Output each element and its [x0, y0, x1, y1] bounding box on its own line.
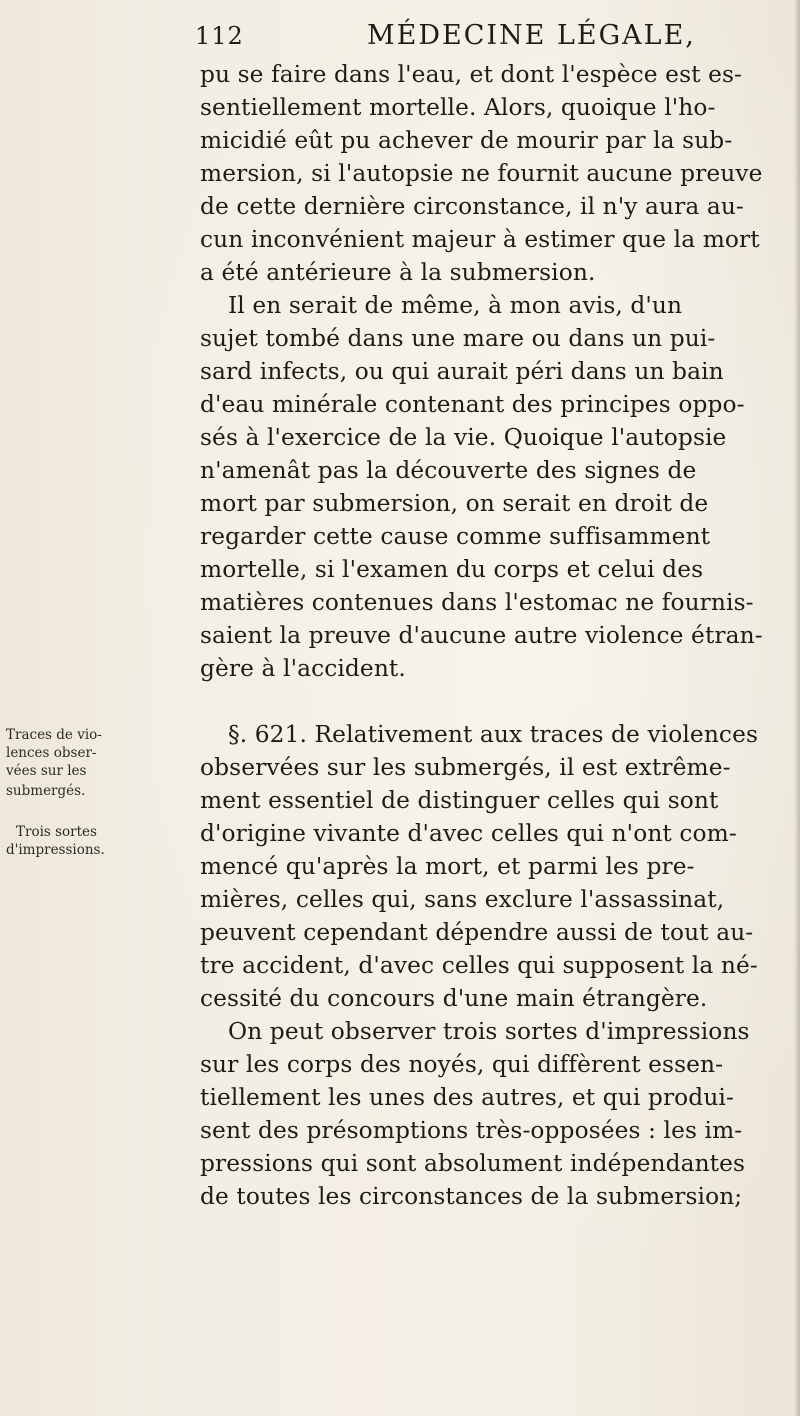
margin-note-line: Trois sortes: [16, 824, 97, 840]
text-line: d'eau minérale contenant des principes oppo-: [200, 391, 745, 418]
text-line: sur les corps des noyés, qui diffèrent essen-: [200, 1051, 724, 1078]
text-line: de toutes les circonstances de la submersion;: [200, 1183, 743, 1210]
text-line: peuvent cependant dépendre aussi de tout au-: [200, 919, 754, 946]
text-line: sés à l'exercice de la vie. Quoique l'autopsie: [200, 424, 727, 451]
text-line: cun inconvénient majeur à estimer que la mort: [200, 226, 760, 253]
running-head: MÉDECINE LÉGALE,: [367, 20, 696, 51]
text-line: d'origine vivante d'avec celles qui n'ont com-: [200, 820, 737, 847]
text-line: n'amenât pas la découverte des signes de: [200, 457, 697, 484]
text-line: pressions qui sont absolument indépendantes: [200, 1150, 746, 1177]
text-line: sent des présomptions très-opposées : les im-: [200, 1117, 743, 1144]
text-line: mort par submersion, on serait en droit de: [200, 490, 709, 517]
text-line: mersion, si l'autopsie ne fournit aucune preuve: [200, 160, 763, 187]
text-line: sard infects, ou qui aurait péri dans un bain: [200, 358, 724, 385]
text-line: gère à l'accident.: [200, 655, 406, 682]
text-line: micidié eût pu achever de mourir par la sub-: [200, 127, 733, 154]
text-line: tiellement les unes des autres, et qui produi-: [200, 1084, 734, 1111]
text-line: saient la preuve d'aucune autre violence étran-: [200, 622, 763, 649]
text-line: mencé qu'après la mort, et parmi les pre-: [200, 853, 695, 880]
text-line: On peut observer trois sortes d'impressions: [228, 1018, 750, 1045]
text-line: sentiellement mortelle. Alors, quoique l'ho-: [200, 94, 716, 121]
text-line: matières contenues dans l'estomac ne fournis-: [200, 589, 754, 616]
text-line: §. 621. Relativement aux traces de violences: [228, 721, 759, 748]
margin-note-line: lences obser-: [6, 745, 97, 761]
text-line: pu se faire dans l'eau, et dont l'espèce est es-: [200, 61, 743, 88]
text-line: ment essentiel de distinguer celles qui sont: [200, 787, 719, 814]
text-line: observées sur les submergés, il est extrême-: [200, 754, 731, 781]
margin-note-line: submergés.: [6, 783, 86, 799]
page-header: [195, 16, 755, 56]
page-number: 112: [195, 22, 244, 50]
text-line: tre accident, d'avec celles qui supposent la né-: [200, 952, 758, 979]
text-line: sujet tombé dans une mare ou dans un pui-: [200, 325, 716, 352]
page-edge-shadow: [794, 0, 800, 1416]
text-line: regarder cette cause comme suffisamment: [200, 523, 711, 550]
margin-note-line: d'impressions.: [6, 842, 105, 858]
margin-note-line: Traces de vio-: [6, 727, 102, 743]
text-line: a été antérieure à la submersion.: [200, 259, 596, 286]
text-line: mortelle, si l'examen du corps et celui des: [200, 556, 704, 583]
margin-note-line: vées sur les: [6, 763, 87, 779]
text-line: mières, celles qui, sans exclure l'assassinat,: [200, 886, 725, 913]
text-line: de cette dernière circonstance, il n'y aura au-: [200, 193, 744, 220]
text-line: Il en serait de même, à mon avis, d'un: [228, 292, 683, 319]
text-line: cessité du concours d'une main étrangère.: [200, 985, 708, 1012]
